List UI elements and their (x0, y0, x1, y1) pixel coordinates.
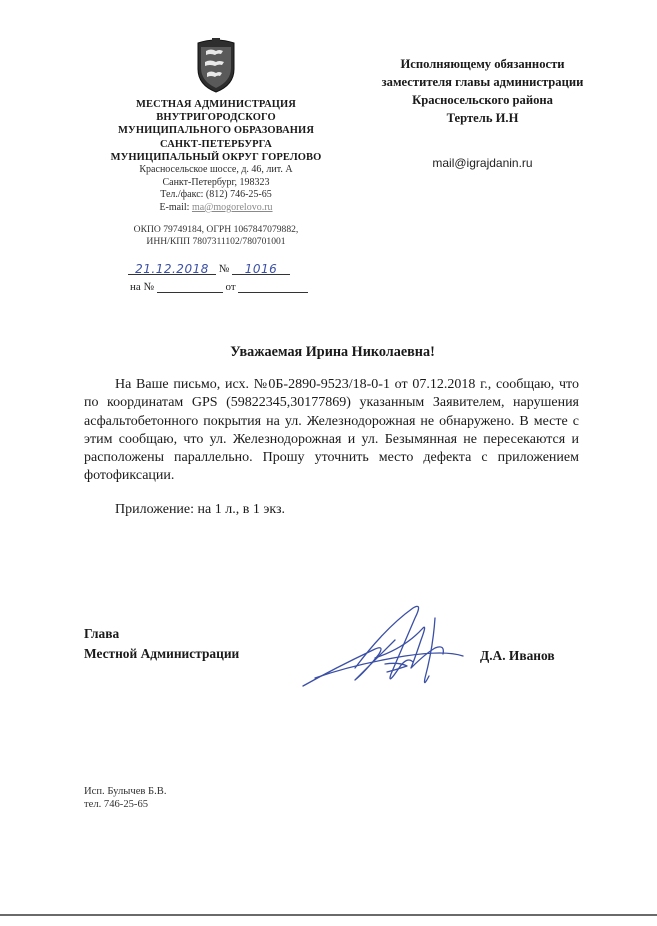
addressee-line: заместителя главы администрации (381, 75, 584, 89)
addressee-block (350, 55, 615, 127)
signatory-name: Д.А. Иванов (480, 648, 555, 663)
outgoing-date: 21.12.2018 (135, 262, 209, 276)
sender-codes (92, 224, 340, 249)
reference-date-field (238, 280, 308, 293)
reference-registration-row (130, 280, 308, 293)
coat-of-arms-emblem (192, 37, 240, 93)
sender-org-line: МЕСТНАЯ АДМИНИСТРАЦИЯ (136, 99, 296, 110)
outgoing-number-label: № (218, 263, 230, 275)
salutation: Уважаемая Ирина Николаевна! (230, 344, 435, 360)
signatory-title-line: Глава (84, 626, 120, 641)
executor-phone: тел. 746-25-65 (84, 799, 149, 811)
sender-email-row (92, 202, 340, 215)
outgoing-number: 1016 (244, 262, 278, 276)
executor-info (84, 785, 167, 812)
reference-number-label: на № (130, 281, 155, 293)
sender-codes-line: ИНН/КПП 7807311102/780701001 (146, 236, 286, 248)
attachment-note: Приложение: на 1 л., в 1 экз. (115, 502, 285, 517)
letter-body-paragraph: На Ваше письмо, исх. №0Б-2890-9523/18-0-1 от 07.12.2018 г., сообщаю, что по координатам GPS (59822345,30177869) указанным Заявителем, нарушения асфальтобетонного покрытия на ул. Железнодорожная не обнаружено. В месте с этим сообщаю, что ул. Железнодорожная и ул. Безымянная не пересекаются и расположены параллельно. Прошу уточнить место дефекта с приложением фотофиксации. (84, 377, 579, 484)
sender-email-link[interactable]: ma@mogorelovo.ru (191, 201, 273, 213)
sender-org-line: МУНИЦИПАЛЬНЫЙ ОКРУГ ГОРЕЛОВО (110, 151, 322, 163)
reference-number-field (157, 280, 223, 293)
signatory-title (84, 624, 239, 664)
outgoing-date-field (128, 262, 216, 275)
sender-codes-line: ОКПО 79749184, ОГРН 1067847079882, (133, 224, 299, 235)
reference-date-label: от (225, 281, 236, 293)
sender-org-line: ВНУТРИГОРОДСКОГО (156, 112, 276, 124)
sender-org-name (92, 98, 340, 164)
sender-address-line: Санкт-Петербург, 198323 (162, 176, 270, 188)
sender-address-line: Тел./факс: (812) 746-25-65 (160, 189, 272, 201)
addressee-line: Тертель И.Н (446, 111, 519, 125)
executor-name: Исп. Булычев Б.В. (84, 786, 167, 797)
sender-address (92, 164, 340, 214)
outgoing-registration-row (128, 262, 290, 275)
sender-org-line: САНКТ-ПЕТЕРБУРГА (160, 138, 272, 150)
handwritten-signature (295, 598, 475, 698)
signatory-title-line: Местной Администрации (84, 646, 240, 661)
addressee-email[interactable]: mail@igrajdanin.ru (432, 156, 533, 170)
outgoing-number-field (232, 262, 290, 275)
addressee-line: Исполняющему обязанности (400, 57, 565, 71)
addressee-line: Красносельского района (412, 93, 553, 107)
page-bottom-divider (0, 914, 657, 916)
sender-email-label: E-mail: (159, 201, 190, 213)
sender-org-line: МУНИЦИПАЛЬНОГО ОБРАЗОВАНИЯ (118, 125, 314, 137)
sender-address-line: Красносельское шоссе, д. 46, лит. А (139, 164, 293, 175)
